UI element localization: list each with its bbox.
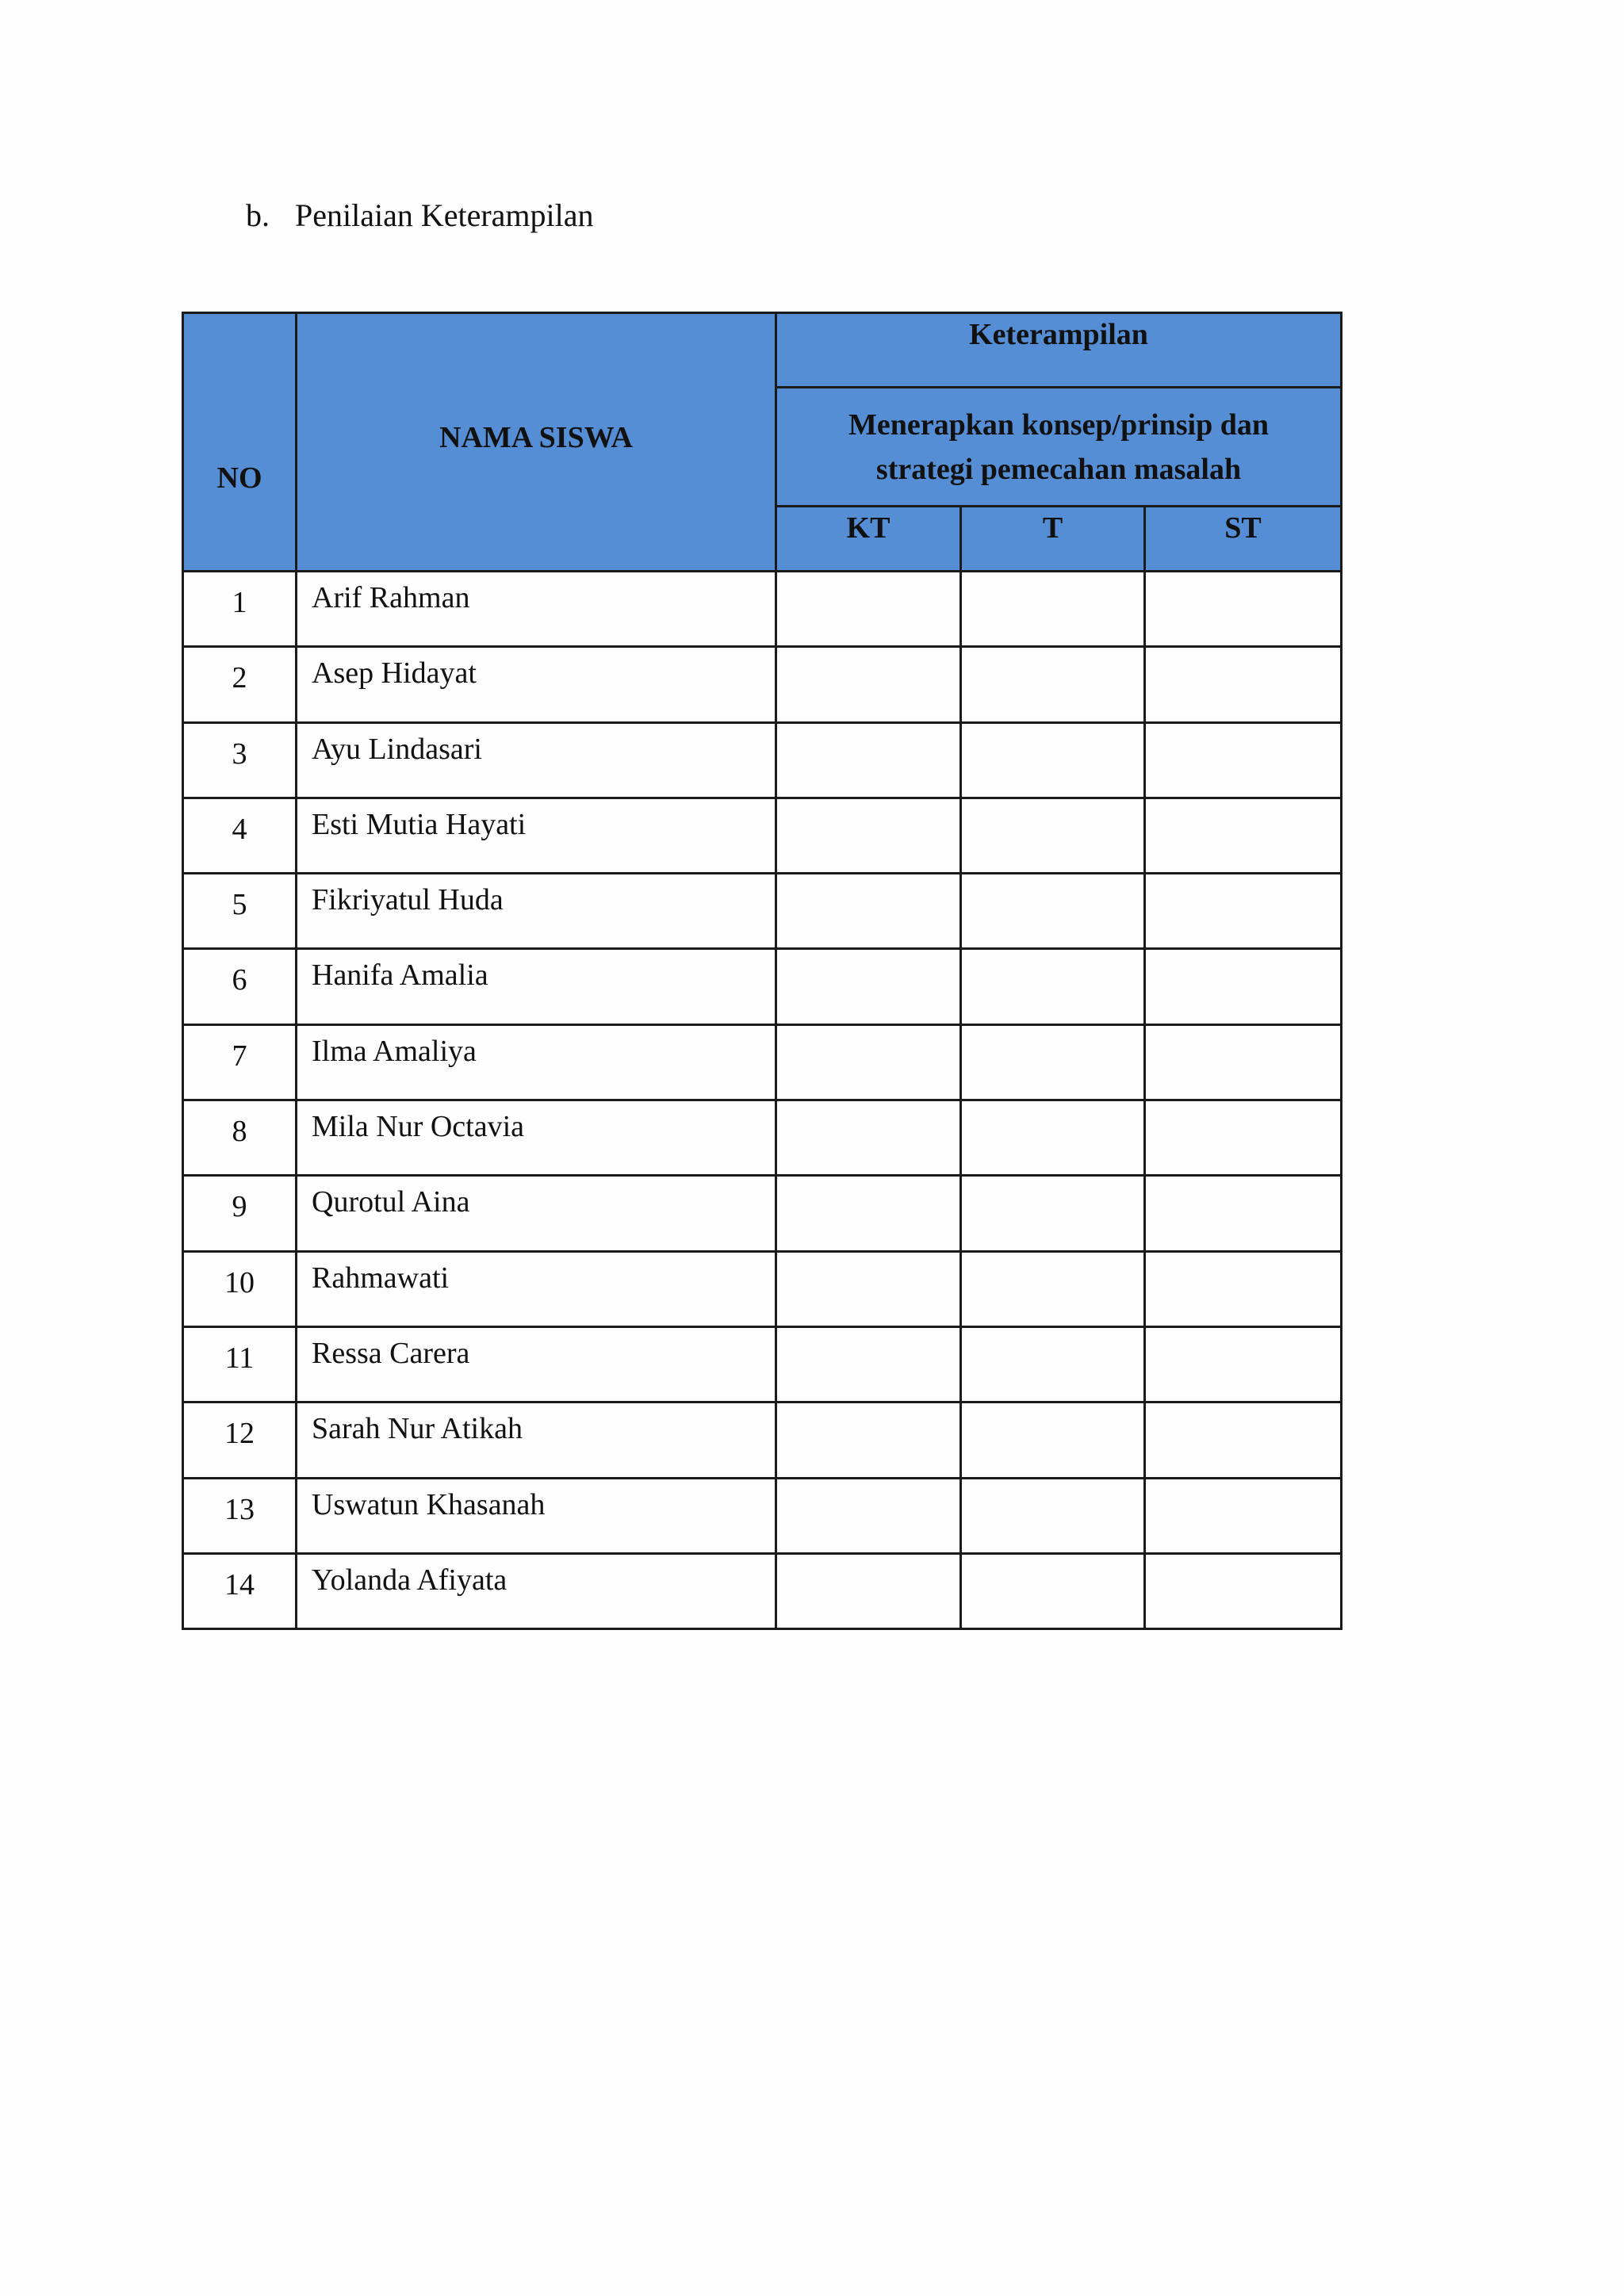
score-cell-t[interactable] <box>961 1553 1145 1628</box>
score-cell-st[interactable] <box>1145 647 1342 722</box>
column-header-no: NO <box>183 313 297 572</box>
student-name: Sarah Nur Atikah <box>297 1402 776 1478</box>
table-row <box>183 874 1342 949</box>
table-row <box>183 1402 1342 1478</box>
table-row <box>183 1553 1342 1628</box>
score-cell-kt[interactable] <box>776 1251 961 1326</box>
score-cell-kt[interactable] <box>776 647 961 722</box>
score-cell-t[interactable] <box>961 949 1145 1024</box>
table-row <box>183 1100 1342 1176</box>
score-cell-t[interactable] <box>961 1326 1145 1402</box>
score-cell-st[interactable] <box>1145 1100 1342 1176</box>
score-cell-kt[interactable] <box>776 1326 961 1402</box>
student-name: Arif Rahman <box>297 572 776 647</box>
table-row <box>183 1478 1342 1553</box>
score-cell-kt[interactable] <box>776 949 961 1024</box>
score-cell-st[interactable] <box>1145 949 1342 1024</box>
score-cell-t[interactable] <box>961 798 1145 873</box>
row-number: 4 <box>183 798 297 873</box>
section-marker: b. <box>246 197 270 233</box>
score-cell-st[interactable] <box>1145 1176 1342 1251</box>
table-row <box>183 647 1342 722</box>
score-cell-kt[interactable] <box>776 1402 961 1478</box>
score-cell-t[interactable] <box>961 1100 1145 1176</box>
table-row <box>183 798 1342 873</box>
score-cell-kt[interactable] <box>776 874 961 949</box>
section-heading <box>246 193 594 238</box>
score-cell-t[interactable] <box>961 647 1145 722</box>
student-name: Rahmawati <box>297 1251 776 1326</box>
score-cell-kt[interactable] <box>776 1176 961 1251</box>
row-number: 7 <box>183 1024 297 1100</box>
student-name: Fikriyatul Huda <box>297 874 776 949</box>
row-number: 6 <box>183 949 297 1024</box>
score-cell-t[interactable] <box>961 722 1145 798</box>
student-name: Ressa Carera <box>297 1326 776 1402</box>
student-name: Ayu Lindasari <box>297 722 776 798</box>
row-number: 13 <box>183 1478 297 1553</box>
score-cell-st[interactable] <box>1145 572 1342 647</box>
score-cell-st[interactable] <box>1145 874 1342 949</box>
row-number: 8 <box>183 1100 297 1176</box>
column-header-level-kt: KT <box>776 507 961 572</box>
row-number: 2 <box>183 647 297 722</box>
table-row <box>183 949 1342 1024</box>
student-name: Qurotul Aina <box>297 1176 776 1251</box>
score-cell-t[interactable] <box>961 572 1145 647</box>
table-body <box>183 572 1342 1629</box>
score-cell-t[interactable] <box>961 1402 1145 1478</box>
score-cell-t[interactable] <box>961 1176 1145 1251</box>
student-name: Asep Hidayat <box>297 647 776 722</box>
score-cell-st[interactable] <box>1145 1326 1342 1402</box>
row-number: 9 <box>183 1176 297 1251</box>
row-number: 14 <box>183 1553 297 1628</box>
score-cell-kt[interactable] <box>776 1100 961 1176</box>
student-name: Yolanda Afiyata <box>297 1553 776 1628</box>
column-header-level-t: T <box>961 507 1145 572</box>
score-cell-st[interactable] <box>1145 1553 1342 1628</box>
column-header-skill-group: Keterampilan <box>776 313 1342 388</box>
skill-description-line-1: Menerapkan konsep/prinsip dan <box>848 408 1270 442</box>
score-cell-kt[interactable] <box>776 798 961 873</box>
score-cell-st[interactable] <box>1145 1251 1342 1326</box>
score-cell-kt[interactable] <box>776 1024 961 1100</box>
student-name: Hanifa Amalia <box>297 949 776 1024</box>
row-number: 10 <box>183 1251 297 1326</box>
table-row <box>183 1251 1342 1326</box>
row-number: 11 <box>183 1326 297 1402</box>
score-cell-st[interactable] <box>1145 798 1342 873</box>
score-cell-kt[interactable] <box>776 1553 961 1628</box>
column-header-level-st: ST <box>1145 507 1342 572</box>
table-row <box>183 722 1342 798</box>
row-number: 3 <box>183 722 297 798</box>
score-cell-kt[interactable] <box>776 722 961 798</box>
student-name: Ilma Amaliya <box>297 1024 776 1100</box>
table-row <box>183 1024 1342 1100</box>
score-cell-t[interactable] <box>961 1251 1145 1326</box>
row-number: 5 <box>183 874 297 949</box>
score-cell-st[interactable] <box>1145 1024 1342 1100</box>
row-number: 1 <box>183 572 297 647</box>
row-number: 12 <box>183 1402 297 1478</box>
score-cell-st[interactable] <box>1145 722 1342 798</box>
section-title: Penilaian Keterampilan <box>295 197 594 233</box>
score-cell-kt[interactable] <box>776 1478 961 1553</box>
score-cell-kt[interactable] <box>776 572 961 647</box>
table-row <box>183 1326 1342 1402</box>
student-name: Mila Nur Octavia <box>297 1100 776 1176</box>
skill-description-line-2: strategi pemecahan masalah <box>875 452 1242 486</box>
student-name: Uswatun Khasanah <box>297 1478 776 1553</box>
score-cell-t[interactable] <box>961 1478 1145 1553</box>
score-cell-st[interactable] <box>1145 1478 1342 1553</box>
column-header-skill-description <box>776 388 1342 507</box>
table-row <box>183 572 1342 647</box>
score-cell-t[interactable] <box>961 1024 1145 1100</box>
student-name: Esti Mutia Hayati <box>297 798 776 873</box>
column-header-name: NAMA SISWA <box>297 313 776 572</box>
score-cell-st[interactable] <box>1145 1402 1342 1478</box>
table-row <box>183 1176 1342 1251</box>
score-cell-t[interactable] <box>961 874 1145 949</box>
skill-assessment-table <box>182 312 1342 1630</box>
